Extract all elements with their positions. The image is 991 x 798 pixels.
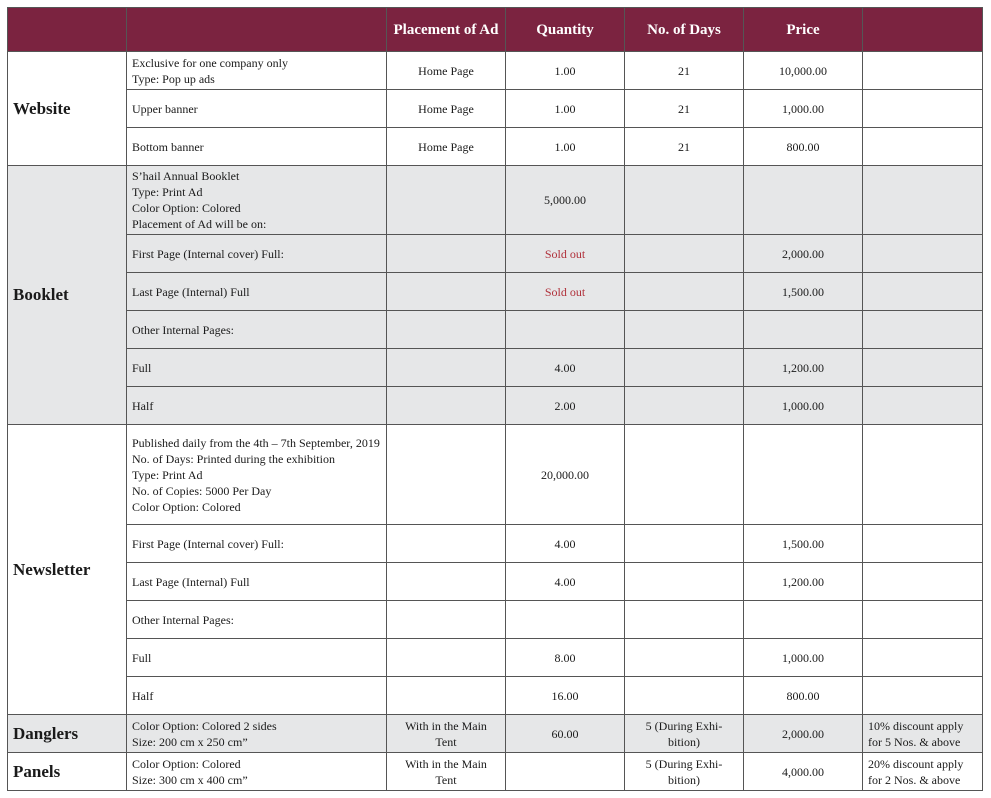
days-line: 5 (During Exhi- (645, 756, 723, 771)
discount-line: 20% discount apply (868, 756, 964, 771)
category-panels: Panels (8, 753, 127, 791)
table-row (8, 753, 983, 791)
row-extra (863, 563, 983, 601)
table-row (8, 349, 983, 387)
row-extra (863, 311, 983, 349)
row-description (127, 753, 387, 791)
row-placement (387, 311, 506, 349)
row-discount (863, 715, 983, 753)
row-days (625, 677, 744, 715)
header-days: No. of Days (625, 8, 744, 52)
placement-line: Tent (435, 772, 457, 787)
row-placement: Home Page (387, 128, 506, 166)
row-placement (387, 273, 506, 311)
row-days (625, 525, 744, 563)
row-quantity: 4.00 (506, 525, 625, 563)
row-extra (863, 601, 983, 639)
description-line: Size: 200 cm x 250 cm” (132, 734, 248, 749)
row-description: Other Internal Pages: (127, 601, 387, 639)
table-row (8, 90, 983, 128)
row-days (625, 601, 744, 639)
row-price: 2,000.00 (744, 715, 863, 753)
row-extra (863, 525, 983, 563)
row-description: Half (127, 387, 387, 425)
row-placement (387, 349, 506, 387)
row-description: Last Page (Internal) Full (127, 563, 387, 601)
description-line: Type: Print Ad (132, 185, 203, 199)
row-discount (863, 753, 983, 791)
placement-line: With in the Main (405, 718, 487, 733)
days-line: bition) (668, 734, 700, 749)
row-quantity: 20,000.00 (506, 425, 625, 525)
description-line: No. of Days: Printed during the exhibition (132, 451, 335, 466)
table-row (8, 311, 983, 349)
row-placement (387, 601, 506, 639)
row-quantity: 1.00 (506, 52, 625, 90)
table-row (8, 639, 983, 677)
row-price: 1,200.00 (744, 563, 863, 601)
row-days (625, 273, 744, 311)
table-row (8, 715, 983, 753)
header-price: Price (744, 8, 863, 52)
row-quantity: 2.00 (506, 387, 625, 425)
row-placement: Home Page (387, 90, 506, 128)
row-placement (387, 715, 506, 753)
description-line: Placement of Ad will be on: (132, 217, 267, 231)
sold-out-label: Sold out (506, 235, 625, 273)
header-quantity: Quantity (506, 8, 625, 52)
table-row (8, 563, 983, 601)
sold-out-label: Sold out (506, 273, 625, 311)
row-placement (387, 235, 506, 273)
row-days (625, 425, 744, 525)
description-line: Size: 300 cm x 400 cm” (132, 772, 248, 787)
row-description: Other Internal Pages: (127, 311, 387, 349)
days-line: bition) (668, 772, 700, 787)
row-price (744, 425, 863, 525)
row-description: First Page (Internal cover) Full: (127, 235, 387, 273)
row-days (625, 639, 744, 677)
row-days (625, 753, 744, 791)
row-extra (863, 128, 983, 166)
row-quantity: 5,000.00 (506, 166, 625, 235)
row-extra (863, 349, 983, 387)
row-placement (387, 387, 506, 425)
table-row (8, 52, 983, 90)
row-extra (863, 52, 983, 90)
table-row (8, 387, 983, 425)
row-price: 1,500.00 (744, 525, 863, 563)
row-price: 800.00 (744, 677, 863, 715)
category-booklet: Booklet (8, 166, 127, 425)
row-days (625, 166, 744, 235)
description-line: Exclusive for one company only (132, 55, 288, 70)
table-row (8, 677, 983, 715)
discount-line: 10% discount apply (868, 718, 964, 733)
row-description: First Page (Internal cover) Full: (127, 525, 387, 563)
row-days (625, 311, 744, 349)
row-days: 21 (625, 128, 744, 166)
row-quantity: 16.00 (506, 677, 625, 715)
row-quantity (506, 311, 625, 349)
row-description: Bottom banner (127, 128, 387, 166)
header-row (8, 8, 983, 52)
table-row (8, 166, 983, 235)
row-placement (387, 525, 506, 563)
row-quantity (506, 601, 625, 639)
row-extra (863, 677, 983, 715)
row-extra (863, 425, 983, 525)
description-line: Color Option: Colored (132, 499, 241, 514)
description-line: Type: Pop up ads (132, 71, 215, 86)
row-extra (863, 387, 983, 425)
table-header (8, 8, 983, 52)
row-days (625, 349, 744, 387)
advertising-pricing-table (7, 7, 983, 791)
days-line: 5 (During Exhi- (645, 718, 723, 733)
discount-line: for 2 Nos. & above (868, 772, 961, 787)
description-line: S’hail Annual Booklet (132, 169, 240, 183)
description-line: Color Option: Colored 2 sides (132, 718, 277, 733)
row-price: 1,000.00 (744, 387, 863, 425)
row-quantity: 4.00 (506, 563, 625, 601)
table-row (8, 425, 983, 525)
row-price (744, 166, 863, 235)
row-quantity: 8.00 (506, 639, 625, 677)
row-quantity: 1.00 (506, 90, 625, 128)
row-price: 1,000.00 (744, 90, 863, 128)
row-price: 10,000.00 (744, 52, 863, 90)
row-quantity: 60.00 (506, 715, 625, 753)
row-price (744, 601, 863, 639)
row-placement (387, 563, 506, 601)
row-days: 21 (625, 52, 744, 90)
header-placement: Placement of Ad (387, 8, 506, 52)
row-price (744, 311, 863, 349)
row-price: 4,000.00 (744, 753, 863, 791)
category-danglers: Danglers (8, 715, 127, 753)
row-placement (387, 166, 506, 235)
row-placement (387, 639, 506, 677)
description-line: Color Option: Colored (132, 756, 241, 771)
category-newsletter: Newsletter (8, 425, 127, 715)
row-days: 21 (625, 90, 744, 128)
row-description: Upper banner (127, 90, 387, 128)
row-description (127, 425, 387, 525)
table-row (8, 601, 983, 639)
row-placement: Home Page (387, 52, 506, 90)
row-description: Last Page (Internal) Full (127, 273, 387, 311)
row-days (625, 387, 744, 425)
discount-line: for 5 Nos. & above (868, 734, 961, 749)
description-line: Published daily from the 4th – 7th September, 2019 (132, 435, 380, 450)
description-line: Type: Print Ad (132, 467, 203, 482)
row-price: 1,500.00 (744, 273, 863, 311)
row-quantity (506, 753, 625, 791)
row-description: Full (127, 639, 387, 677)
row-extra (863, 273, 983, 311)
row-price: 1,000.00 (744, 639, 863, 677)
header-extra (863, 8, 983, 52)
row-placement (387, 753, 506, 791)
placement-line: With in the Main (405, 756, 487, 771)
row-description: Full (127, 349, 387, 387)
row-description (127, 52, 387, 90)
row-extra (863, 639, 983, 677)
table-row (8, 128, 983, 166)
row-price: 800.00 (744, 128, 863, 166)
row-placement (387, 677, 506, 715)
row-extra (863, 235, 983, 273)
row-days (625, 563, 744, 601)
row-placement (387, 425, 506, 525)
category-website: Website (8, 52, 127, 166)
row-extra (863, 166, 983, 235)
row-days (625, 235, 744, 273)
description-line: Color Option: Colored (132, 201, 241, 215)
table-row (8, 525, 983, 563)
row-description: Half (127, 677, 387, 715)
placement-line: Tent (435, 734, 457, 749)
row-description (127, 715, 387, 753)
row-quantity: 1.00 (506, 128, 625, 166)
row-price: 1,200.00 (744, 349, 863, 387)
description-line: No. of Copies: 5000 Per Day (132, 483, 272, 498)
header-description (127, 8, 387, 52)
row-quantity: 4.00 (506, 349, 625, 387)
row-description (127, 166, 387, 235)
row-price: 2,000.00 (744, 235, 863, 273)
header-category (8, 8, 127, 52)
row-extra (863, 90, 983, 128)
table-row (8, 273, 983, 311)
table-row (8, 235, 983, 273)
row-days (625, 715, 744, 753)
